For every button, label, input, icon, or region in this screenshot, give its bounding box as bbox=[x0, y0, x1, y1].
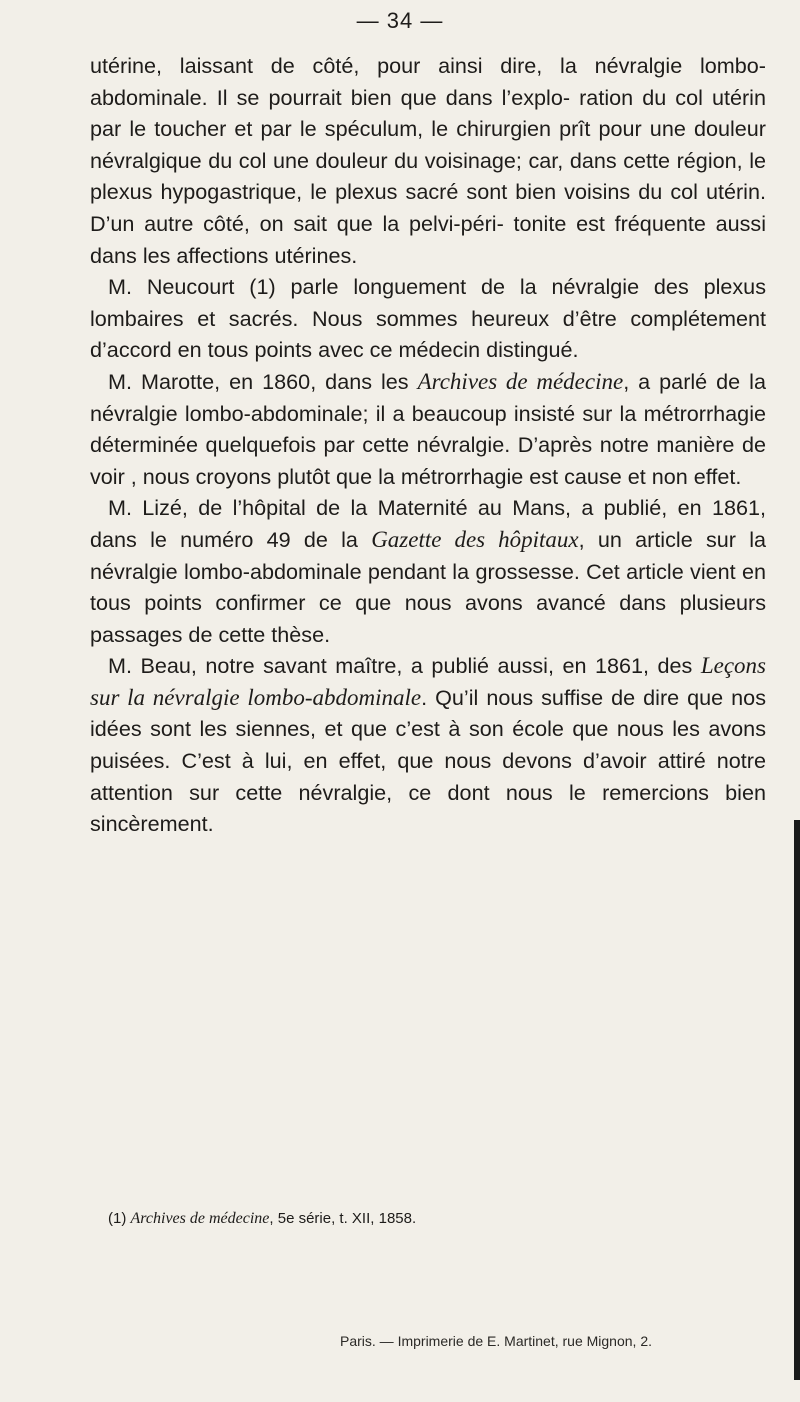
printer-imprint: Paris. — Imprimerie de E. Martinet, rue Mignon, 2. bbox=[340, 1333, 652, 1349]
paragraph bbox=[90, 366, 766, 492]
page-number: — 34 — bbox=[356, 8, 444, 33]
text-run: . Qu’il nous suffise de dire que nos idées sont les siennes, et que c’est à son école que nous les avons puisées. C’est à lui, en effet, que nous devons d’avoir attiré notre attention sur cette névralgie, ce dont nous le remercions bien sincèrement. bbox=[90, 684, 766, 837]
text-run: M. Lizé, de l’hôpital de la Maternité au Mans, a publié, en 1861, dans le numéro 49 de la bbox=[90, 495, 766, 552]
body-text bbox=[90, 50, 766, 840]
text-run: utérine, laissant de côté, pour ainsi dire, la névralgie lombo-abdominale. Il se pourrait bien que dans l’explo- ration du col utérin par le toucher et par le spéculum, le chirurgien prît pour une douleur névralgique du col une douleur du voisinage; car, dans cette région, le plexus hypogastrique, le plexus sacré sont bien voisins du col utérin. D’un autre côté, on sait que la pelvi-péri- tonite est fréquente aussi dans les affections utérines. bbox=[90, 53, 766, 268]
footnote bbox=[108, 1209, 768, 1229]
text-run: M. Marotte, en 1860, dans les bbox=[108, 368, 418, 394]
text-run: M. Beau, notre savant maître, a publié aussi, en 1861, des bbox=[108, 653, 701, 679]
text-run: M. Neucourt (1) parle longuement de la névralgie des plexus lombaires et sacrés. Nous sommes heureux d’être complétement d’accord en tous points avec ce médecin distingué. bbox=[90, 274, 766, 363]
italic-title: Archives de médecine bbox=[417, 368, 624, 394]
paragraph bbox=[90, 50, 766, 271]
footnote-mark: (1) bbox=[108, 1210, 131, 1227]
paragraph bbox=[90, 492, 766, 650]
italic-title: Leçons sur la névralgie lombo-abdominale bbox=[90, 653, 766, 710]
text-run: , a parlé de la névralgie lombo-abdominale; il a beaucoup insisté sur la métrorrhagie déterminée quelquefois par cette névralgie. D’après notre manière de voir , nous croyons plutôt que la métrorrhagie est cause et non effet. bbox=[90, 368, 766, 489]
italic-title: Gazette des hôpitaux bbox=[371, 526, 579, 552]
text-run: , un article sur la névralgie lombo-abdominale pendant la grossesse. Cet article vient en tous points confirmer ce que nous avons avancé dans plusieurs passages de cette thèse. bbox=[90, 526, 767, 647]
footnote-detail: , 5e série, t. XII, 1858. bbox=[269, 1210, 417, 1227]
scan-edge-shadow bbox=[794, 820, 800, 1380]
footnote-source: Archives de médecine bbox=[130, 1210, 270, 1227]
paragraph bbox=[90, 271, 766, 366]
paragraph bbox=[90, 650, 766, 840]
